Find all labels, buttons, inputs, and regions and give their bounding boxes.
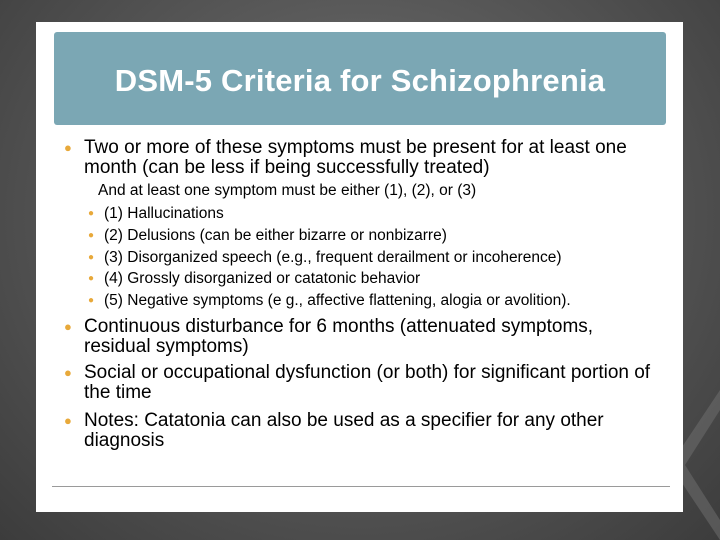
slide-content (36, 22, 683, 512)
slide-title: DSM-5 Criteria for Schizophrenia (114, 62, 606, 98)
symptom-text: (3) Disorganized speech (e.g., frequent derailment or incoherence) (104, 249, 562, 266)
sub-bullet-dot-icon: ● (88, 208, 95, 219)
bullet-dot-icon: ● (64, 365, 72, 380)
bullet-dot-icon: ● (64, 413, 72, 428)
slide-canvas (36, 22, 683, 512)
symptom-item (88, 225, 447, 246)
bullet-item (64, 317, 654, 357)
bullet-dot-icon: ● (64, 319, 72, 334)
symptom-item (88, 290, 571, 311)
bullet-text: Two or more of these symptoms must be present for at least one month (can be less if being successfully treated) (84, 137, 627, 178)
symptom-item (88, 247, 562, 268)
bullet-text: Continuous disturbance for 6 months (attenuated symptoms, residual symptoms) (84, 316, 594, 357)
bullet-item (64, 411, 654, 451)
symptom-text: (2) Delusions (can be either bizarre or nonbizarre) (104, 227, 447, 244)
sub-bullet-dot-icon: ● (88, 295, 95, 306)
bullet-text: Notes: Catatonia can also be used as a specifier for any other diagnosis (84, 410, 604, 451)
symptom-item (88, 203, 224, 224)
footer-divider (52, 486, 670, 487)
bullet-text: Social or occupational dysfunction (or both) for significant portion of the time (84, 362, 651, 403)
symptom-text: (5) Negative symptoms (e g., affective flattening, alogia or avolition). (104, 292, 571, 309)
symptom-item (88, 268, 420, 289)
bullet-item (64, 363, 654, 403)
bullet-dot-icon: ● (64, 140, 72, 155)
bullet-item (64, 138, 654, 178)
sub-bullet-dot-icon: ● (88, 273, 95, 284)
symptom-text: (4) Grossly disorganized or catatonic behavior (104, 270, 421, 287)
sub-note: And at least one symptom must be either (1), (2), or (3) (98, 182, 477, 199)
symptom-text: (1) Hallucinations (104, 205, 224, 222)
sub-bullet-dot-icon: ● (88, 252, 95, 263)
sub-bullet-dot-icon: ● (88, 230, 95, 241)
